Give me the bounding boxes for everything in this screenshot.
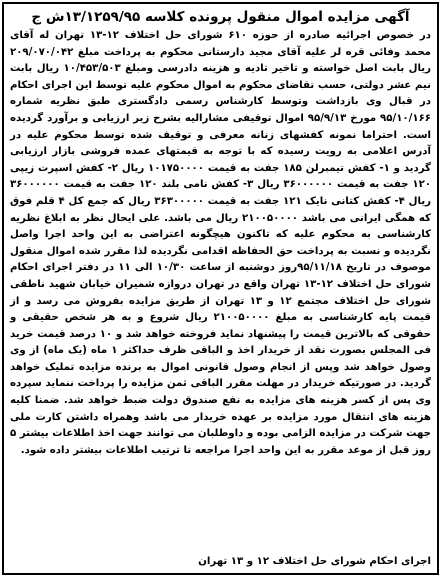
notice-signature: اجرای احکام شورای حل اختلاف ۱۲ و ۱۳ تهران (198, 556, 431, 567)
notice-title: آگهی مزایده اموال منقول پرونده کلاسه ۱۳/۱۲۵۹/۹۵ش ج (31, 9, 410, 25)
auction-notice (2, 2, 439, 575)
notice-body: در خصوص اجرائیه صادره از حوزه ۶۱۰ شورای حل اختلاف ۱۲-۱۳ تهران له آقای محمد وفائی قره لر علیه آقای مجید دارستانی محکوم به پرداخت مبلغ ۲۰۹/۰۷۰/۰۴۲ ریال بابت اصل خواسته و تاخیر تادیه و هزینه دادرسی ومبلغ ۱۰/۴۵۳/۵۰۳ ریال بابت نیم عشر دولتی، حسب تقاضای محکوم به اموال محکوم علیه توسط این اجرای احکام در قبال وی بازداشت وتوسط کارشناس رسمی دادگستری طبق نظریه شماره ۹۵/۱۰/۱۶۶ مورخ ۹۵/۹/۱۳ اموال توقیفی مشارالیه بشرح زیر ارزیابی و برآورد گردیده است. احتراما نمونه کفشهای زنانه معرفی و توقیف شده توسط محکوم علیه در آدرس اعلامی به رویت رسیده که با توجه به قیمتهای عمده فروشی بازار ارزیابی گردید و ۱- کفش تیمبرلن ۱۸۵ جفت به قیمت ۱۰۱۷۵۰۰۰۰ ریال ۲- کفش اسپرت زیپی ۱۲۰ جفت به قیمت ۳۶۰۰۰۰۰۰ ریال ۳- کفش نامی بلند ۱۲۰ جفت به قیمت ۳۶۰۰۰۰۰۰ ریال ۴- کفش کتانی نایک ۱۲۱ جفت به قیمت ۳۶۳۰۰۰۰۰ ریال که جمع کل ۴ قلم فوق که همگی ایرانی می باشد ۲۱۰۰۵۰۰۰۰ ریال می باشد. علی ایحال نظر به ابلاغ نظریه کارشناسی به محکوم علیه که تاکنون هیچگونه اعتراضی به این واحد اجرا واصل نگردیده و نسبت به پرداخت حق الحفاظه اقدامی نگردیده لذا مقرر شده اموال منقول موصوف در تاریخ ۹۵/۱۱/۱۸روز دوشنبه از ساعت ۱۰/۳۰ الی ۱۱ در دفتر اجرای احکام شورای حل اختلاف ۱۲-۱۳ تهران واقع در تهران دروازه شمیران خیابان شهید ناطقی شورای حل اختلاف مجتمع ۱۲ و ۱۳ تهران از طریق مزایده بفروش می رسد و از قیمت پایه کارشناسی به مبلغ ۲۱۰۰۵۰۰۰۰ ریال شروع و به هر شخص حقیقی و حقوقی که بالاترین قیمت را پیشنهاد نماید فروخته خواهد شد و ۱۰ درصد قیمت خرید فی المجلس بصورت نقد از خریدار اخذ و الباقی ظرف حداکثر ۱ ماه (یک ماه) از وی وصول خواهد شد وپس از انجام وصول قانونی اموال به برنده مزایده تملیک خواهد گردید. در صورتیکه خریدار در مهلت مقرر الباقی ثمن مزایده را پرداخت ننماید سپرده وی پس از کسر هزینه های مزایده به نفع صندوق دولت ضبط خواهد شد. ضمنا کلیه هزینه های انتقال مورد مزایده بر عهده خریدار می باشد وهمراه داشتن کارت ملی جهت شرکت در مزایده الزامی بوده و داوطلبان می توانند جهت اخذ اطلاعات بیشتر ۵ روز قبل از موعد مقرر به این واحد اجرا مراجعه تا ترتیب اطلاعات بیشتر داده شود. (10, 30, 432, 456)
